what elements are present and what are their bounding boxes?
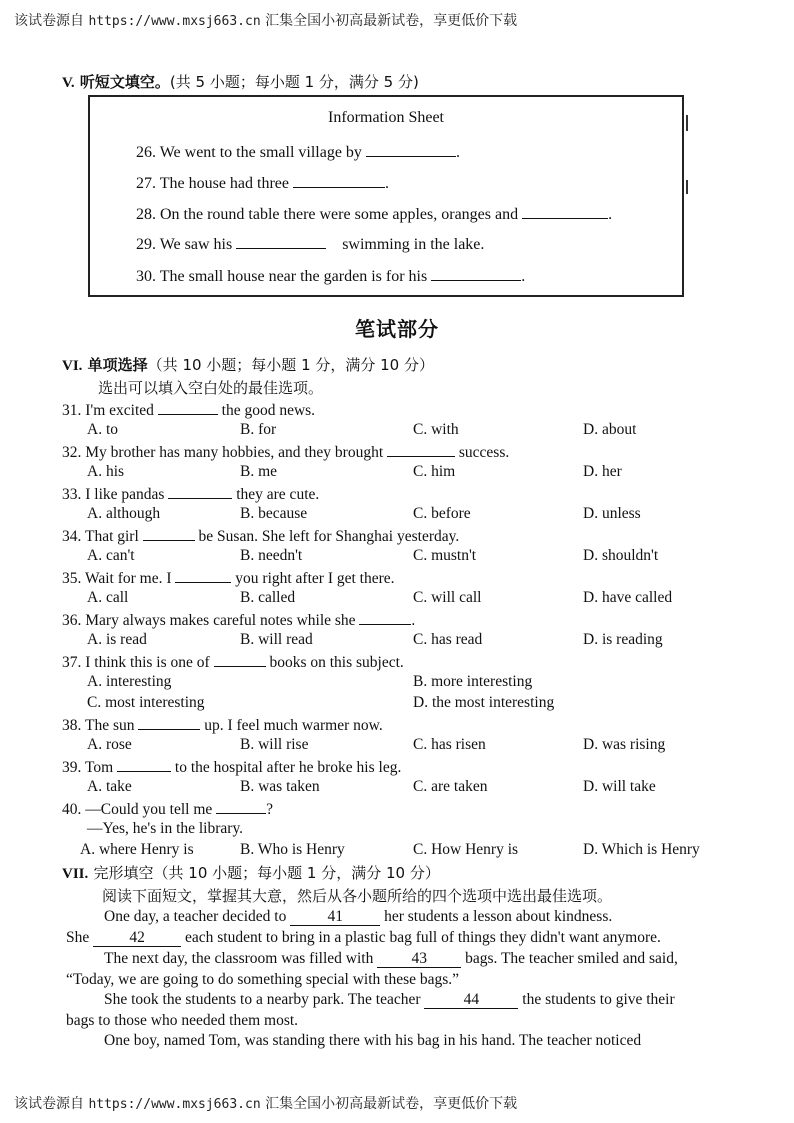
q38-blank[interactable]: [138, 715, 200, 730]
cloze-text: bags. The teacher smiled and said,: [461, 950, 678, 967]
q36-option-d[interactable]: D. is reading: [583, 631, 663, 648]
written-part-title: 笔试部分: [355, 317, 439, 341]
q39-stem-end: to the hospital after he broke his leg.: [171, 759, 402, 776]
q31-option-c[interactable]: C. with: [413, 421, 459, 438]
question-31: [62, 400, 315, 420]
section-5-heading: 听短文填空。: [79, 73, 170, 91]
cloze-line-1: [104, 908, 612, 926]
section-6-note: （共 10 小题；每小题 1 分，满分 10 分）: [147, 356, 434, 374]
cloze-blank-43[interactable]: 43: [377, 951, 461, 968]
header-watermark: [14, 10, 780, 30]
cloze-line-6: bags to those who needed them most.: [66, 1012, 299, 1029]
q39-option-d[interactable]: D. will take: [583, 778, 656, 795]
q34-blank[interactable]: [143, 526, 195, 541]
q34-option-c[interactable]: C. mustn't: [413, 547, 477, 564]
section-7-heading: 完形填空: [93, 864, 154, 882]
q35-stem: 35. Wait for me. I: [62, 570, 176, 587]
item-29-blank[interactable]: [236, 234, 326, 249]
cloze-text: One day, a teacher decided to: [104, 908, 291, 925]
question-34: [62, 526, 459, 546]
section-7-title: [62, 862, 440, 883]
question-40-reply: —Yes, he's in the library.: [87, 820, 244, 837]
q38-option-b[interactable]: B. will rise: [240, 736, 309, 753]
cloze-blank-44[interactable]: 44: [424, 992, 518, 1009]
q37-option-c[interactable]: C. most interesting: [87, 694, 205, 711]
watermark-url[interactable]: https://www.mxsj663.cn: [88, 1097, 261, 1112]
watermark-prefix: 该试卷源自: [14, 1096, 84, 1112]
item-30-blank[interactable]: [431, 266, 521, 281]
section-5-numeral: V.: [62, 75, 75, 91]
question-38: [62, 715, 383, 735]
q32-option-a[interactable]: A. his: [87, 463, 125, 480]
q37-stem-end: books on this subject.: [265, 654, 404, 671]
q36-stem-end: .: [411, 612, 416, 629]
q40-stem-end: ?: [266, 801, 274, 818]
footer-watermark: [14, 1093, 780, 1113]
q36-blank[interactable]: [359, 610, 411, 625]
q33-option-b[interactable]: B. because: [240, 505, 308, 522]
item-30-end: .: [521, 268, 526, 285]
q40-option-d[interactable]: D. Which is Henry: [583, 841, 700, 858]
q40-blank[interactable]: [216, 799, 266, 814]
q40-stem: 40. —Could you tell me: [62, 801, 217, 818]
q37-option-a[interactable]: A. interesting: [87, 673, 172, 690]
cloze-text: The next day, the classroom was filled with: [104, 950, 378, 967]
question-39: [62, 757, 401, 777]
item-27-end: .: [385, 175, 389, 192]
q38-option-c[interactable]: C. has risen: [413, 736, 486, 753]
section-7-numeral: VII.: [62, 866, 89, 882]
q36-stem: 36. Mary always makes careful notes while she: [62, 612, 360, 629]
item-28-blank[interactable]: [522, 204, 608, 219]
cloze-text: She: [66, 929, 94, 946]
item-29-text: 29. We saw his: [136, 236, 237, 253]
cloze-blank-42[interactable]: 42: [93, 930, 181, 947]
q38-option-a[interactable]: A. rose: [87, 736, 132, 753]
q40-option-c[interactable]: C. How Henry is: [413, 841, 519, 858]
information-sheet-box: [88, 95, 684, 297]
question-33: [62, 484, 319, 504]
q33-option-d[interactable]: D. unless: [583, 505, 641, 522]
q33-option-a[interactable]: A. although: [87, 505, 161, 522]
q35-option-d[interactable]: D. have called: [583, 589, 673, 606]
q37-option-d[interactable]: D. the most interesting: [413, 694, 555, 711]
watermark-suffix: 汇集全国小初高最新试卷，享更低价下载: [265, 1096, 518, 1112]
cloze-blank-41[interactable]: 41: [290, 909, 380, 926]
q32-option-d[interactable]: D. her: [583, 463, 622, 480]
cloze-text: her students a lesson about kindness.: [380, 908, 613, 925]
q39-option-b[interactable]: B. was taken: [240, 778, 320, 795]
scan-mark: [686, 115, 688, 131]
q33-blank[interactable]: [168, 484, 232, 499]
q32-option-c[interactable]: C. him: [413, 463, 456, 480]
q31-option-a[interactable]: A. to: [87, 421, 118, 438]
q31-blank[interactable]: [158, 400, 218, 415]
information-sheet-heading: Information Sheet: [328, 109, 444, 126]
question-37: [62, 652, 404, 672]
q38-stem-end: up. I feel much warmer now.: [200, 717, 383, 734]
q34-option-d[interactable]: D. shouldn't: [583, 547, 659, 564]
q36-option-a[interactable]: A. is read: [87, 631, 147, 648]
q36-option-b[interactable]: B. will read: [240, 631, 313, 648]
cloze-text: each student to bring in a plastic bag full of things they didn't want anymore.: [181, 929, 661, 946]
cloze-line-7: One boy, named Tom, was standing there with his bag in his hand. The teacher noticed: [104, 1032, 642, 1049]
cloze-text: She took the students to a nearby park. The teacher: [104, 991, 425, 1008]
q35-option-b[interactable]: B. called: [240, 589, 296, 606]
q35-stem-end: you right after I get there.: [231, 570, 395, 587]
q37-blank[interactable]: [214, 652, 266, 667]
q34-option-b[interactable]: B. needn't: [240, 547, 303, 564]
q39-blank[interactable]: [117, 757, 171, 772]
q37-stem: 37. I think this is one of: [62, 654, 214, 671]
item-27-text: 27. The house had three: [136, 175, 293, 192]
q32-blank[interactable]: [387, 442, 455, 457]
section-5-title: [62, 71, 419, 92]
question-36: [62, 610, 415, 630]
section-6-title: [62, 354, 434, 375]
item-26-blank[interactable]: [366, 142, 456, 157]
cloze-text: the students to give their: [518, 991, 675, 1008]
q32-option-b[interactable]: B. me: [240, 463, 278, 480]
section-5-note: (共 5 小题；每小题 1 分，满分 5 分): [169, 73, 419, 91]
q33-stem: 33. I like pandas: [62, 486, 169, 503]
q34-option-a[interactable]: A. can't: [87, 547, 135, 564]
q31-option-d[interactable]: D. about: [583, 421, 637, 438]
q38-stem: 38. The sun: [62, 717, 139, 734]
item-28: [136, 204, 612, 224]
item-30-text: 30. The small house near the garden is for his: [136, 268, 432, 285]
q37-option-b[interactable]: B. more interesting: [413, 673, 533, 690]
question-32: [62, 442, 509, 462]
q34-stem: 34. That girl: [62, 528, 143, 545]
section-7-instruction: 阅读下面短文，掌握其大意，然后从各小题所给的四个选项中选出最佳选项。: [102, 887, 613, 905]
q31-option-b[interactable]: B. for: [240, 421, 277, 438]
item-30: [136, 266, 525, 286]
item-29-end: swimming in the lake.: [342, 236, 485, 253]
item-27-blank[interactable]: [293, 173, 385, 188]
section-6-heading: 单项选择: [87, 356, 148, 374]
watermark-prefix: 该试卷源自: [14, 13, 84, 29]
cloze-line-3: [104, 950, 678, 968]
q39-option-a[interactable]: A. take: [87, 778, 132, 795]
item-28-end: .: [608, 206, 613, 223]
q35-blank[interactable]: [175, 568, 231, 583]
question-40: [62, 799, 273, 819]
question-35: [62, 568, 395, 588]
q36-option-c[interactable]: C. has read: [413, 631, 483, 648]
item-26-end: .: [455, 144, 460, 161]
scan-mark: [686, 180, 688, 194]
watermark-suffix: 汇集全国小初高最新试卷，享更低价下载: [265, 13, 518, 29]
item-29: [136, 234, 484, 254]
q33-option-c[interactable]: C. before: [413, 505, 471, 522]
section-6-instruction: 选出可以填入空白处的最佳选项。: [98, 379, 324, 397]
q31-stem-end: the good news.: [217, 402, 316, 419]
q33-stem-end: they are cute.: [232, 486, 320, 503]
section-6-numeral: VI.: [62, 358, 83, 374]
item-27: [136, 173, 389, 193]
q32-stem-end: success.: [455, 444, 510, 461]
q40-option-a[interactable]: A. where Henry is: [80, 841, 194, 858]
cloze-line-5: [104, 991, 675, 1009]
q39-stem: 39. Tom: [62, 759, 118, 776]
q39-option-c[interactable]: C. are taken: [413, 778, 488, 795]
item-28-text: 28. On the round table there were some apples, oranges and: [136, 206, 523, 223]
q35-option-c[interactable]: C. will call: [413, 589, 482, 606]
section-7-note: （共 10 小题；每小题 1 分，满分 10 分）: [153, 864, 440, 882]
q34-stem-end: be Susan. She left for Shanghai yesterday.: [194, 528, 460, 545]
watermark-url[interactable]: https://www.mxsj663.cn: [88, 14, 261, 29]
item-26-text: 26. We went to the small village by: [136, 144, 366, 161]
q35-option-a[interactable]: A. call: [87, 589, 129, 606]
item-26: [136, 142, 460, 162]
q32-stem: 32. My brother has many hobbies, and they brought: [62, 444, 388, 461]
cloze-line-2: [66, 929, 661, 947]
q40-option-b[interactable]: B. Who is Henry: [240, 841, 345, 858]
q31-stem: 31. I'm excited: [62, 402, 158, 419]
q38-option-d[interactable]: D. was rising: [583, 736, 666, 753]
cloze-line-4: “Today, we are going to do something special with these bags.”: [66, 971, 460, 988]
